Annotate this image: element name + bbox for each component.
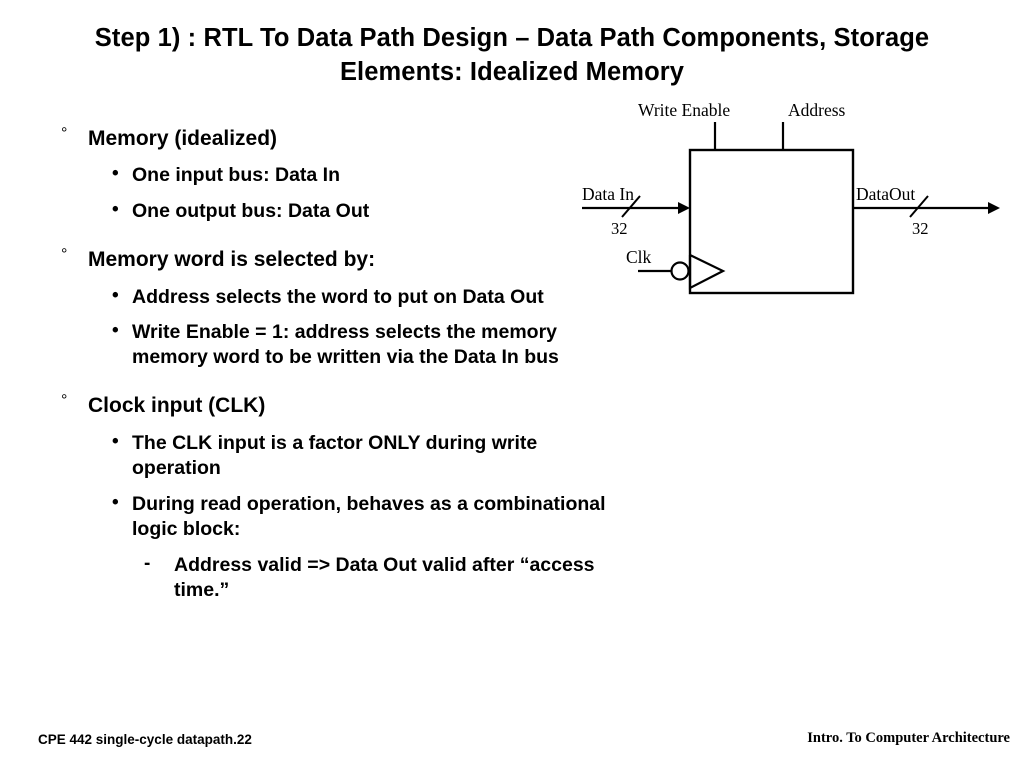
bullet-marker-dot: • <box>112 284 119 306</box>
bullet-text: The CLK input is a factor ONLY during write operation <box>132 431 538 479</box>
data-in-arrowhead <box>678 202 690 214</box>
bullet-list <box>58 125 618 603</box>
bullet-text: Write Enable = 1: address selects the memory memory word to be written via the Data In bus <box>132 321 559 369</box>
bullet-marker-dot: • <box>112 199 119 221</box>
label-clk: Clk <box>626 247 652 267</box>
bullet-level2 <box>58 431 618 481</box>
memory-box <box>690 150 853 293</box>
bullet-level2 <box>58 492 618 542</box>
bullet-level1 <box>58 246 618 273</box>
data-out-arrowhead <box>988 202 1000 214</box>
clk-inverting-bubble <box>672 263 689 280</box>
bullet-marker-dash: - <box>144 553 151 575</box>
bullet-text: Memory word is selected by: <box>88 248 376 272</box>
label-data-in: Data In <box>582 184 634 204</box>
group-spacer <box>58 370 618 392</box>
bullet-level3 <box>58 553 618 603</box>
bullet-text: One output bus: Data Out <box>132 200 370 223</box>
label-write-enable: Write Enable <box>638 100 731 120</box>
bullet-level1 <box>58 392 618 419</box>
bullet-text: Address selects the word to put on Data Out <box>132 285 544 308</box>
bullet-text: Memory (idealized) <box>88 127 278 150</box>
bullet-marker-degree: ° <box>61 392 68 410</box>
clk-edge-triangle <box>690 255 723 288</box>
footer-right: Intro. To Computer Architecture <box>807 730 1010 746</box>
bullet-level1 <box>58 125 618 152</box>
bullet-level2 <box>58 199 618 224</box>
bullet-text: One input bus: Data In <box>132 164 340 187</box>
idealized-memory-diagram <box>560 100 1020 310</box>
group-spacer <box>58 224 618 246</box>
bullet-text: During read operation, behaves as a combinational logic block: <box>132 492 606 540</box>
footer-left: CPE 442 single-cycle datapath.22 <box>38 732 252 747</box>
bullet-level2 <box>58 320 618 370</box>
bullet-marker-dot: • <box>112 163 119 185</box>
bullet-text: Clock input (CLK) <box>88 394 266 418</box>
label-data-out: DataOut <box>856 184 916 204</box>
memory-block-svg <box>560 100 1020 310</box>
bullet-marker-degree: ° <box>61 125 68 142</box>
bullet-text: Address valid => Data Out valid after “access time.” <box>174 554 595 602</box>
label-address: Address <box>788 100 846 120</box>
bullet-marker-degree: ° <box>61 246 68 264</box>
bullet-marker-dot: • <box>112 430 119 452</box>
bullet-level2 <box>58 285 618 310</box>
bullet-marker-dot: • <box>112 491 119 513</box>
page-title: Step 1) : RTL To Data Path Design – Data Path Components, Storage Elements: Idealized Memory <box>94 24 930 86</box>
label-data-in-width: 32 <box>611 219 628 238</box>
label-data-out-width: 32 <box>912 219 929 238</box>
bullet-level2 <box>58 163 618 188</box>
bullet-marker-dot: • <box>112 320 119 342</box>
